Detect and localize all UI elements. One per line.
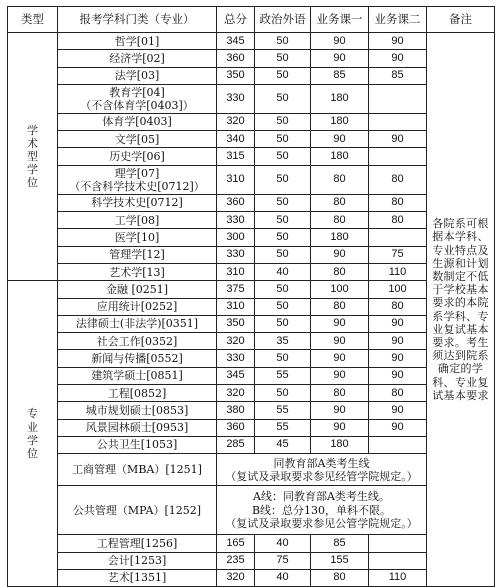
total-score: 310 — [217, 165, 255, 194]
table-row — [8, 333, 495, 350]
discipline-name — [58, 402, 217, 419]
discipline-name-line: 工程[0852] — [107, 386, 167, 400]
table-row — [8, 315, 495, 332]
table-row — [8, 84, 495, 113]
header-discipline: 报考学科门类（专业） — [58, 7, 217, 33]
discipline-name — [58, 569, 217, 586]
discipline-name — [58, 50, 217, 67]
discipline-name-line: （不含科学技术史[0712]） — [69, 179, 205, 193]
politics-language-score: 50 — [255, 229, 311, 246]
table-row — [8, 246, 495, 263]
course1-score: 80 — [311, 298, 369, 315]
course2-score — [369, 552, 427, 569]
course2-score: 110 — [369, 569, 427, 586]
course2-score: 100 — [369, 281, 427, 298]
politics-language-score: 75 — [255, 552, 311, 569]
table-row — [8, 131, 495, 148]
politics-language-score: 50 — [255, 84, 311, 113]
discipline-name-line: 金融 [0251] — [105, 282, 169, 296]
course1-score: 80 — [311, 569, 369, 586]
discipline-name — [58, 535, 217, 552]
discipline-name — [58, 350, 217, 367]
mpa-requirement-line: A线：同教育部A类考生线。 — [253, 490, 390, 504]
course2-score: 80 — [369, 385, 427, 402]
type-char: 学 — [27, 163, 38, 177]
course2-score: 110 — [369, 263, 427, 280]
total-score: 320 — [217, 333, 255, 350]
course1-score: 90 — [311, 131, 369, 148]
course2-score: 90 — [369, 350, 427, 367]
discipline-name — [58, 33, 217, 50]
header-course1: 业务课一 — [311, 7, 369, 33]
course1-score: 90 — [311, 333, 369, 350]
discipline-name-line: 艺术学[13] — [109, 265, 165, 279]
discipline-name-line: 教育学[04] — [109, 85, 165, 99]
type-academic — [8, 33, 58, 281]
discipline-name-line: 艺术[1351] — [107, 571, 167, 585]
header-row — [8, 7, 495, 33]
table-row-mba — [8, 454, 495, 486]
header-politics-language: 政治外语 — [255, 7, 311, 33]
course1-score: 80 — [311, 165, 369, 194]
discipline-name — [58, 333, 217, 350]
header-type: 类型 — [8, 7, 58, 33]
discipline-name-line: 文学[05] — [114, 132, 160, 146]
discipline-name — [58, 367, 217, 384]
discipline-name — [58, 385, 217, 402]
total-score: 330 — [217, 350, 255, 367]
discipline-name-line: 经济学[02] — [109, 51, 165, 65]
politics-language-score: 50 — [255, 194, 311, 211]
politics-language-score: 50 — [255, 67, 311, 84]
course2-score — [369, 436, 427, 453]
total-score: 350 — [217, 315, 255, 332]
table-row — [8, 298, 495, 315]
course2-score: 90 — [369, 50, 427, 67]
type-char: 位 — [27, 176, 38, 190]
discipline-name — [58, 148, 217, 165]
politics-language-score: 50 — [255, 315, 311, 332]
course1-score: 180 — [311, 229, 369, 246]
course1-score: 180 — [311, 436, 369, 453]
politics-language-score: 50 — [255, 298, 311, 315]
discipline-name-line: （不含体育学[0403]） — [80, 98, 194, 112]
table-row — [8, 350, 495, 367]
score-requirements-table — [7, 6, 495, 587]
course2-score: 90 — [369, 131, 427, 148]
course1-score: 85 — [311, 535, 369, 552]
politics-language-score: 55 — [255, 419, 311, 436]
table-row — [8, 552, 495, 569]
discipline-name-line: 应用统计[0252] — [96, 300, 178, 314]
course2-score — [369, 148, 427, 165]
course2-score: 80 — [369, 298, 427, 315]
mpa-requirement-line: B线：总分130，单科不限。 — [251, 503, 392, 517]
type-professional — [8, 281, 58, 587]
course1-score: 90 — [311, 50, 369, 67]
total-score: 300 — [217, 229, 255, 246]
course1-score: 80 — [311, 385, 369, 402]
table-row — [8, 569, 495, 586]
table-row — [8, 33, 495, 50]
discipline-name-line: 科学技术史[0712] — [91, 196, 183, 210]
politics-language-score: 55 — [255, 367, 311, 384]
type-char: 专 — [27, 407, 38, 421]
course1-score: 180 — [311, 148, 369, 165]
discipline-name-line: 新闻与传播[0552] — [91, 352, 183, 365]
politics-language-score: 50 — [255, 385, 311, 402]
course2-score: 90 — [369, 402, 427, 419]
course1-score: 90 — [311, 246, 369, 263]
politics-language-score: 40 — [255, 569, 311, 586]
total-score: 380 — [217, 402, 255, 419]
total-score: 330 — [217, 246, 255, 263]
total-score: 330 — [217, 212, 255, 229]
discipline-name — [58, 131, 217, 148]
type-char: 术 — [27, 136, 38, 150]
discipline-name — [58, 113, 217, 130]
course1-score: 90 — [311, 402, 369, 419]
mpa-requirement-line: （复试及录取要求参见公管学院规定。） — [225, 516, 418, 530]
course1-score: 80 — [311, 194, 369, 211]
course2-score — [369, 113, 427, 130]
header-total: 总分 — [217, 7, 255, 33]
discipline-name: 工商管理（MBA）[1251] — [58, 454, 217, 486]
total-score: 320 — [217, 569, 255, 586]
course2-score: 80 — [369, 194, 427, 211]
discipline-name-line: 城市规划硕士[0853] — [85, 403, 189, 417]
discipline-name — [58, 212, 217, 229]
discipline-name-line: 历史学[06] — [109, 150, 165, 164]
discipline-name-line: 风景园林硕士[0953] — [85, 421, 189, 435]
total-score: 320 — [217, 113, 255, 130]
discipline-name — [58, 67, 217, 84]
politics-language-score: 55 — [255, 402, 311, 419]
discipline-name-line: 理学[07] — [114, 166, 160, 180]
mpa-requirement — [217, 486, 427, 535]
discipline-name — [58, 281, 217, 298]
politics-language-score: 45 — [255, 436, 311, 453]
type-char: 业 — [27, 420, 38, 434]
table-row — [8, 148, 495, 165]
table-row — [8, 194, 495, 211]
course1-score: 85 — [311, 67, 369, 84]
politics-language-score: 50 — [255, 165, 311, 194]
politics-language-score: 50 — [255, 113, 311, 130]
table-row — [8, 50, 495, 67]
discipline-name — [58, 229, 217, 246]
course1-score: 90 — [311, 33, 369, 50]
remark-cell: 各院系可根据本学科、专业特点及生源和计划数制定不低于学校基本要求的本院系学科、专业复试基本要求。考生须达到院系确定的学科、专业复试基本要求 — [427, 33, 495, 587]
politics-language-score: 50 — [255, 212, 311, 229]
discipline-name — [58, 298, 217, 315]
total-score: 360 — [217, 419, 255, 436]
course2-score — [369, 84, 427, 113]
politics-language-score: 35 — [255, 333, 311, 350]
politics-language-score: 40 — [255, 535, 311, 552]
discipline-name: 公共管理（MPA）[1252] — [58, 486, 217, 535]
table-row — [8, 436, 495, 453]
total-score: 345 — [217, 367, 255, 384]
type-char: 学 — [27, 433, 38, 447]
total-score: 315 — [217, 148, 255, 165]
discipline-name-line: 工学[08] — [114, 213, 160, 227]
total-score: 330 — [217, 84, 255, 113]
total-score: 375 — [217, 281, 255, 298]
table-row-mpa — [8, 486, 495, 535]
total-score: 165 — [217, 535, 255, 552]
course1-score: 90 — [311, 350, 369, 367]
table-row — [8, 113, 495, 130]
type-char: 学 — [27, 123, 38, 137]
header-course2: 业务课二 — [369, 7, 427, 33]
total-score: 360 — [217, 50, 255, 67]
discipline-name — [58, 552, 217, 569]
discipline-name — [58, 263, 217, 280]
course2-score — [369, 229, 427, 246]
politics-language-score: 50 — [255, 33, 311, 50]
total-score: 235 — [217, 552, 255, 569]
total-score: 345 — [217, 33, 255, 50]
politics-language-score: 50 — [255, 131, 311, 148]
discipline-name-line: 法律硕士(非法学)[0351] — [75, 317, 199, 331]
course1-score: 90 — [311, 315, 369, 332]
table-row — [8, 229, 495, 246]
politics-language-score: 50 — [255, 50, 311, 67]
table-row — [8, 419, 495, 436]
course1-score: 80 — [311, 263, 369, 280]
politics-language-score: 50 — [255, 350, 311, 367]
total-score: 285 — [217, 436, 255, 453]
total-score: 320 — [217, 385, 255, 402]
course1-score: 90 — [311, 419, 369, 436]
discipline-name-line: 哲学[01] — [114, 34, 160, 48]
mba-requirement — [217, 454, 427, 486]
course2-score: 75 — [369, 246, 427, 263]
discipline-name-line: 法学[03] — [114, 69, 160, 83]
discipline-name-line: 社会工作[0352] — [96, 334, 178, 348]
mba-requirement-line: 同教育部A类考生线 — [273, 456, 370, 470]
discipline-name-line: 公共卫生[1053] — [96, 438, 178, 452]
discipline-name — [58, 436, 217, 453]
course2-score: 90 — [369, 333, 427, 350]
course2-score: 85 — [369, 67, 427, 84]
course2-score: 80 — [369, 212, 427, 229]
course2-score — [369, 535, 427, 552]
course1-score: 180 — [311, 84, 369, 113]
course1-score: 100 — [311, 281, 369, 298]
table-row — [8, 165, 495, 194]
table-row — [8, 367, 495, 384]
course2-score: 90 — [369, 367, 427, 384]
course1-score: 180 — [311, 113, 369, 130]
discipline-name-line: 体育学[0403] — [102, 115, 172, 129]
course2-score: 80 — [369, 165, 427, 194]
discipline-name — [58, 84, 217, 113]
politics-language-score: 40 — [255, 263, 311, 280]
discipline-name — [58, 246, 217, 263]
discipline-name-line: 工程管理[1256] — [96, 536, 178, 550]
politics-language-score: 50 — [255, 148, 311, 165]
discipline-name-line: 医学[10] — [114, 230, 160, 244]
mba-requirement-line: （复试及录取要求参见经管学院规定。） — [225, 469, 418, 483]
type-char: 型 — [27, 150, 38, 164]
discipline-name — [58, 194, 217, 211]
discipline-name-line: 建筑学硕士[0851] — [91, 369, 183, 383]
politics-language-score: 50 — [255, 281, 311, 298]
total-score: 310 — [217, 298, 255, 315]
table-row — [8, 535, 495, 552]
table-row — [8, 212, 495, 229]
course2-score: 90 — [369, 315, 427, 332]
politics-language-score: 50 — [255, 246, 311, 263]
discipline-name — [58, 315, 217, 332]
header-remark: 备注 — [427, 7, 495, 33]
course1-score: 90 — [311, 367, 369, 384]
course1-score: 80 — [311, 212, 369, 229]
table-row — [8, 67, 495, 84]
table-row — [8, 281, 495, 298]
course2-score: 90 — [369, 33, 427, 50]
table-row — [8, 402, 495, 419]
course2-score: 90 — [369, 419, 427, 436]
discipline-name — [58, 165, 217, 194]
total-score: 360 — [217, 194, 255, 211]
discipline-name-line: 会计[1253] — [107, 554, 167, 568]
total-score: 310 — [217, 263, 255, 280]
type-char: 位 — [27, 446, 38, 460]
total-score: 340 — [217, 131, 255, 148]
discipline-name-line: 管理学[12] — [109, 248, 165, 262]
discipline-name — [58, 419, 217, 436]
table-row — [8, 263, 495, 280]
course1-score: 155 — [311, 552, 369, 569]
table-row — [8, 385, 495, 402]
total-score: 350 — [217, 67, 255, 84]
